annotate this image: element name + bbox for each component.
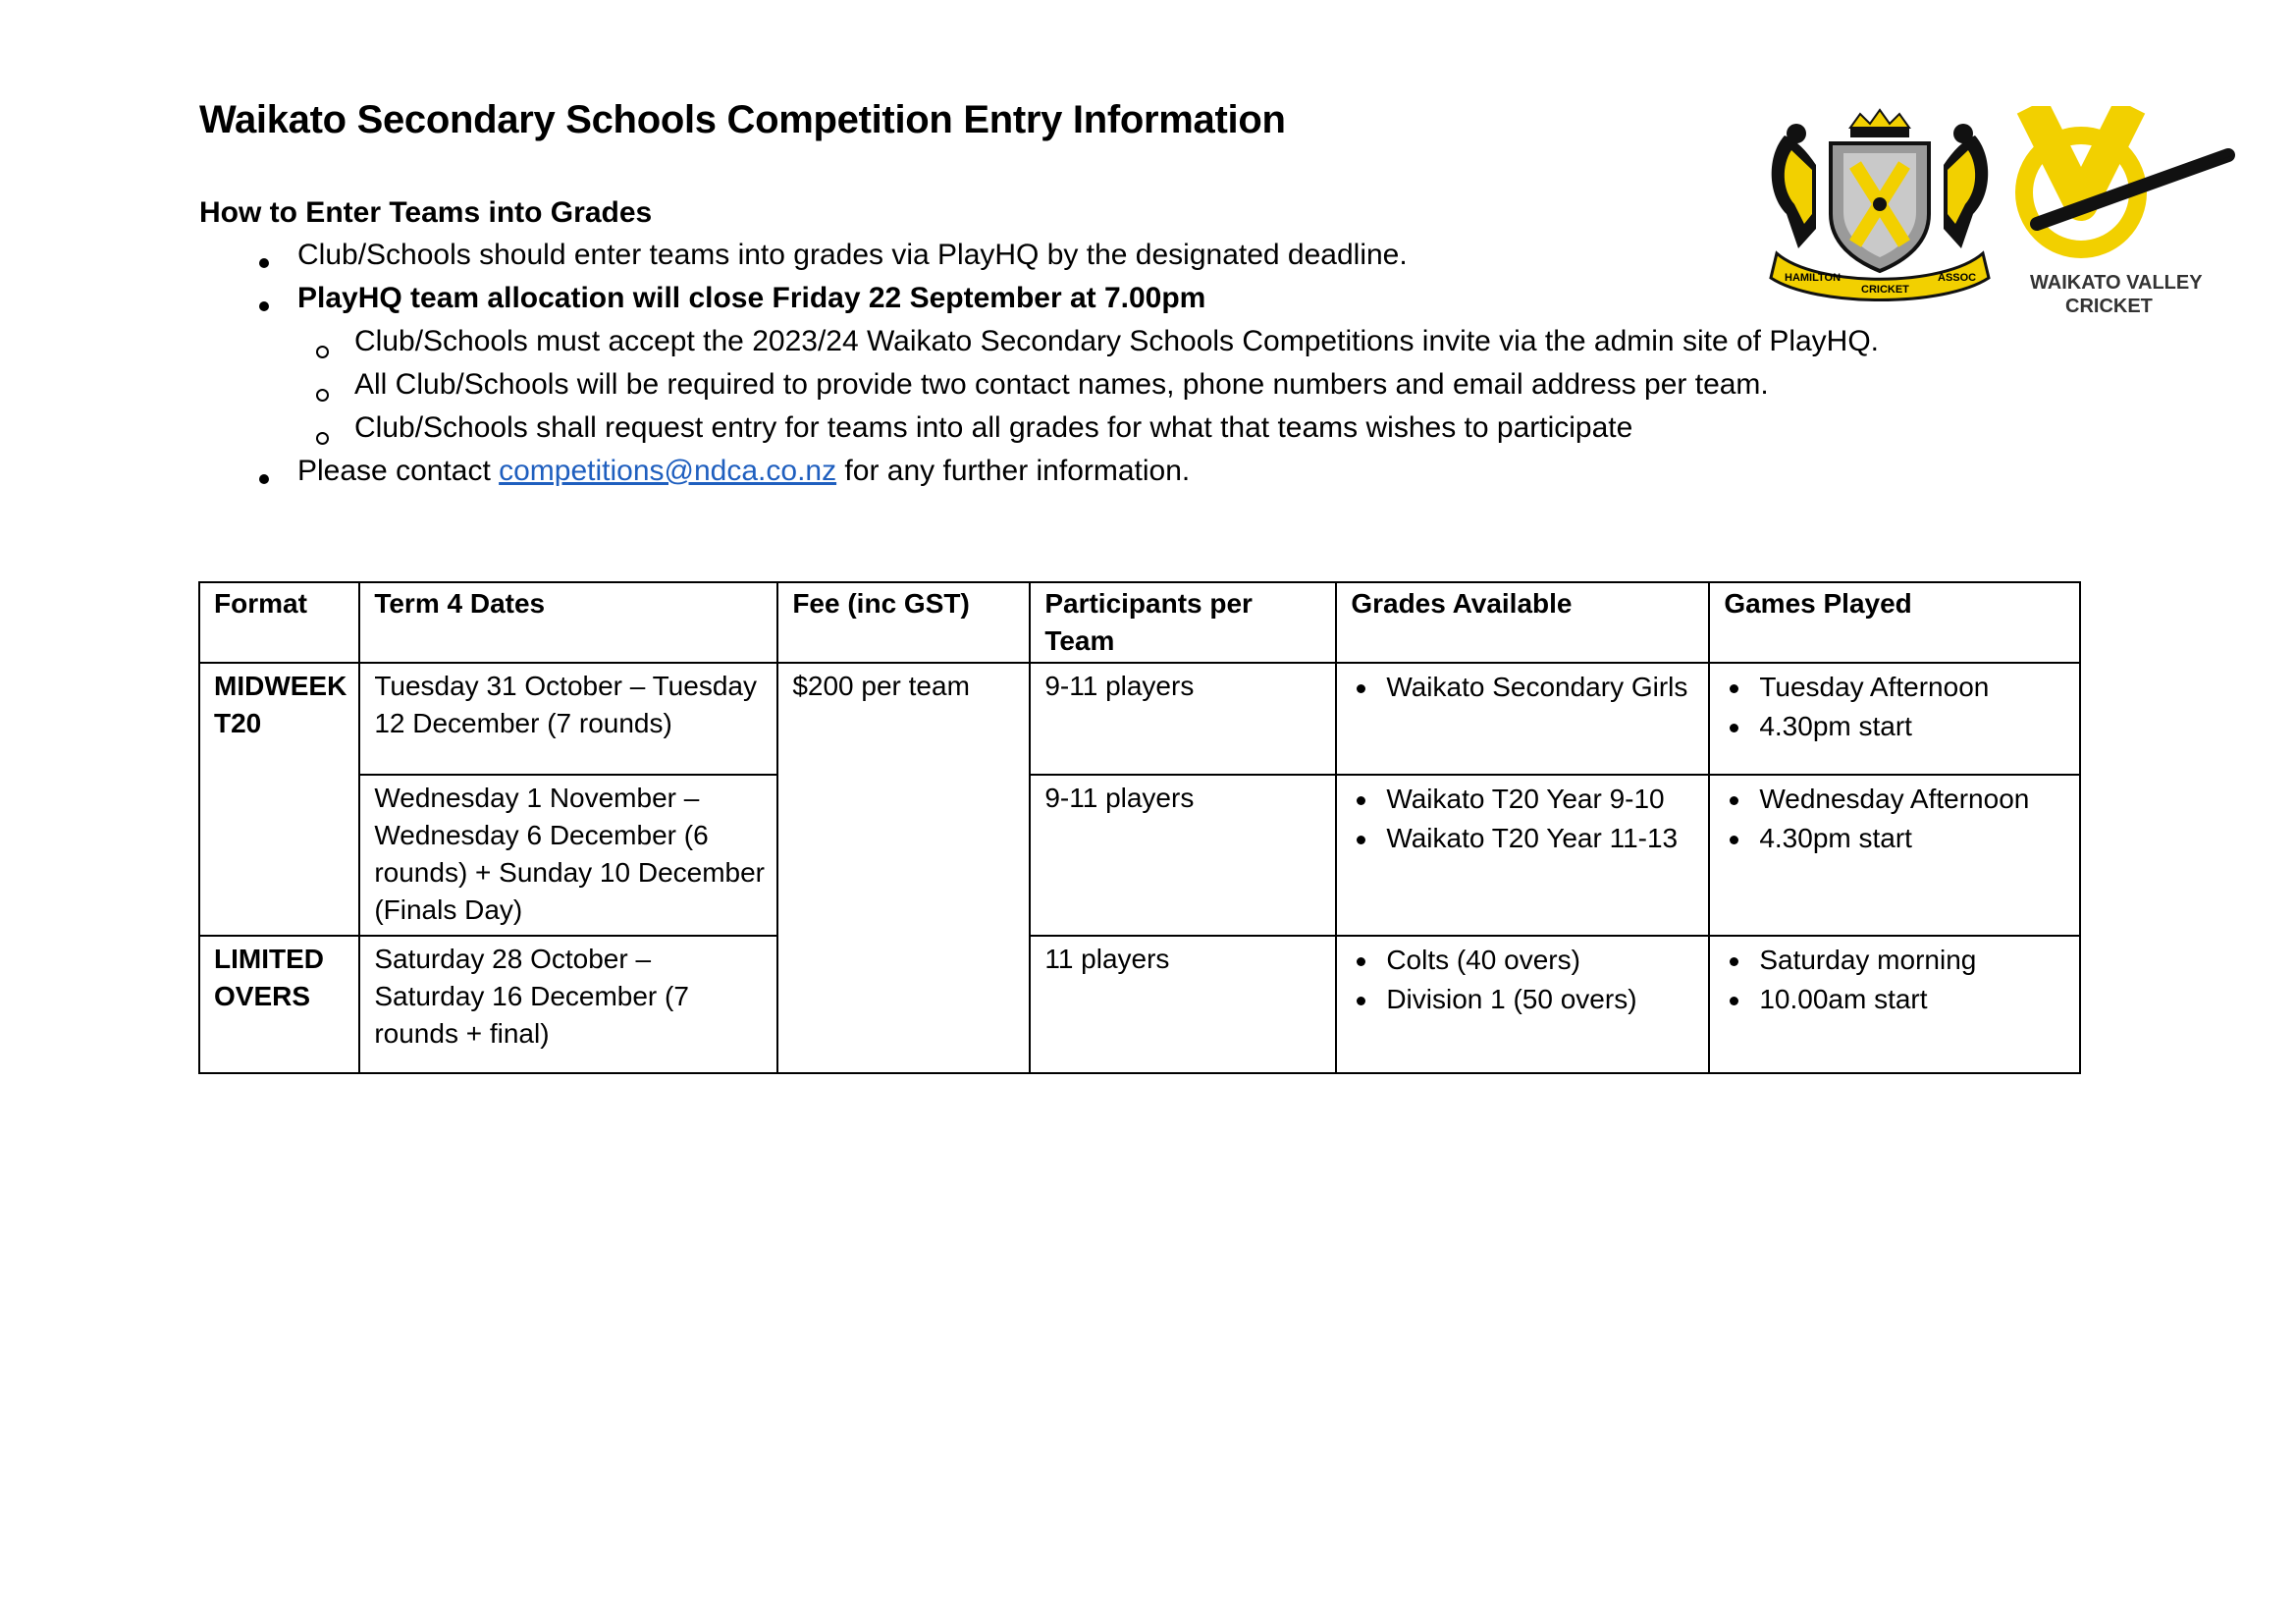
participants-cell: 9-11 players xyxy=(1030,663,1336,775)
logo-text-left: HAMILTON xyxy=(1785,272,1842,284)
instruction-contact xyxy=(297,455,1190,488)
header-participants: Participants per Team xyxy=(1030,582,1336,663)
page-title: Waikato Secondary Schools Competition Entry Information xyxy=(199,98,1286,141)
sponsor-logos xyxy=(1757,106,2248,332)
participants-cell: 11 players xyxy=(1030,936,1336,1073)
wvc-text-line1: WAIKATO VALLEY xyxy=(2030,272,2203,294)
grade-item: Waikato T20 Year 11-13 xyxy=(1351,819,1696,858)
games-cell xyxy=(1709,775,2080,936)
header-term-dates: Term 4 Dates xyxy=(359,582,777,663)
header-format: Format xyxy=(199,582,359,663)
bullet-icon xyxy=(259,258,269,268)
instruction-contacts: All Club/Schools will be required to provide two contact names, phone numbers and email address per team. xyxy=(354,368,1769,401)
games-item: 4.30pm start xyxy=(1724,707,2067,746)
instruction-deadline: PlayHQ team allocation will close Friday 22 September at 7.00pm xyxy=(297,282,1206,314)
hamilton-cricket-logo xyxy=(1771,110,1989,300)
format-limited: LIMITED OVERS xyxy=(199,936,359,1073)
table-header-row xyxy=(199,582,2080,663)
header-fee: Fee (inc GST) xyxy=(777,582,1030,663)
games-item: Wednesday Afternoon xyxy=(1724,780,2067,819)
sub-bullet-icon xyxy=(316,432,329,445)
grade-item: Waikato T20 Year 9-10 xyxy=(1351,780,1696,819)
instruction-accept-invite: Club/Schools must accept the 2023/24 Waikato Secondary Schools Competitions invite via the admin site of PlayHQ. xyxy=(354,325,1880,357)
grades-cell xyxy=(1336,663,1709,775)
table-row xyxy=(199,663,2080,775)
contact-text-after: for any further information. xyxy=(836,455,1191,487)
grade-item: Colts (40 overs) xyxy=(1351,941,1696,980)
dates-cell: Wednesday 1 November – Wednesday 6 December (6 rounds) + Sunday 10 December (Finals Day) xyxy=(359,775,777,936)
table-row xyxy=(199,936,2080,1073)
games-item: 4.30pm start xyxy=(1724,819,2067,858)
sub-bullet-icon xyxy=(316,389,329,402)
grades-cell xyxy=(1336,936,1709,1073)
instruction-enter-teams: Club/Schools should enter teams into grades via PlayHQ by the designated deadline. xyxy=(297,239,1408,271)
table-row xyxy=(199,775,2080,936)
logo-text-center: CRICKET xyxy=(1861,284,1909,296)
grade-item: Division 1 (50 overs) xyxy=(1351,980,1696,1019)
participants-cell: 9-11 players xyxy=(1030,775,1336,936)
waikato-valley-cricket-logo xyxy=(2024,106,2230,317)
wvc-text-line2: CRICKET xyxy=(2065,296,2153,317)
header-grades: Grades Available xyxy=(1336,582,1709,663)
competition-table xyxy=(198,581,2081,1074)
logo-text-right: ASSOC xyxy=(1938,272,1977,284)
games-cell xyxy=(1709,663,2080,775)
format-midweek: MIDWEEK T20 xyxy=(199,663,359,936)
header-games: Games Played xyxy=(1709,582,2080,663)
bullet-icon xyxy=(259,474,269,484)
email-link[interactable]: competitions@ndca.co.nz xyxy=(499,455,837,487)
grades-cell xyxy=(1336,775,1709,936)
sub-bullet-icon xyxy=(316,346,329,358)
grade-item: Waikato Secondary Girls xyxy=(1351,668,1696,707)
bullet-icon xyxy=(259,301,269,311)
games-item: 10.00am start xyxy=(1724,980,2067,1019)
dates-cell: Saturday 28 October – Saturday 16 December (7 rounds + final) xyxy=(359,936,777,1073)
games-item: Saturday morning xyxy=(1724,941,2067,980)
contact-text-before: Please contact xyxy=(297,455,500,487)
section-heading: How to Enter Teams into Grades xyxy=(199,196,653,229)
dates-cell: Tuesday 31 October – Tuesday 12 December (7 rounds) xyxy=(359,663,777,775)
games-cell xyxy=(1709,936,2080,1073)
games-item: Tuesday Afternoon xyxy=(1724,668,2067,707)
instruction-request-entry: Club/Schools shall request entry for teams into all grades for what that teams wishes to participate xyxy=(354,411,1633,444)
fee-cell: $200 per team xyxy=(777,663,1030,1073)
